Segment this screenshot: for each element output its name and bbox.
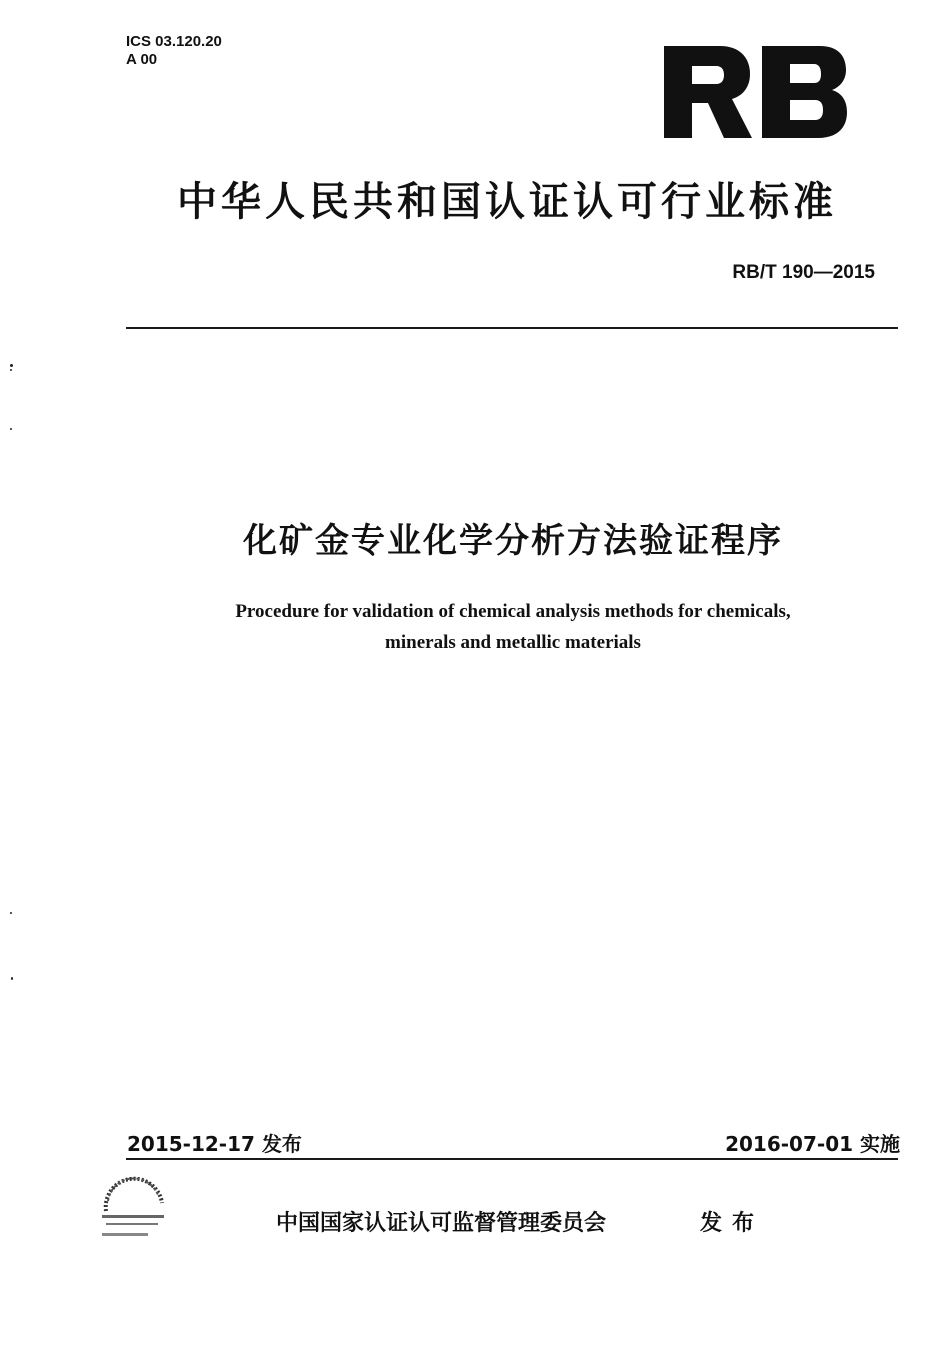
scan-speck (10, 364, 13, 367)
scan-speck (10, 912, 12, 914)
publish-date: 2015-12-17 发布 (127, 1132, 302, 1156)
standard-number: RB/T 190—2015 (732, 262, 875, 283)
issuer-name: 中国国家认证认可监督管理委员会 (276, 1211, 607, 1236)
authority-title: 中华人民共和国认证认可行业标准 (177, 179, 837, 225)
scan-speck (10, 428, 12, 430)
rb-logo (662, 44, 847, 140)
implement-date: 2016-07-01 实施 (725, 1132, 900, 1156)
document-title-english (0, 596, 950, 658)
document-title-english-line1: Procedure for validation of chemical analysis methods for chemicals, (235, 601, 791, 622)
classification-codes (126, 33, 222, 69)
scan-speck (10, 369, 12, 371)
ccs-code: A 00 (126, 51, 158, 68)
document-title-chinese: 化矿金专业化学分析方法验证程序 (243, 521, 783, 561)
issue-label: 发布 (700, 1211, 765, 1236)
rb-logo-letter-b (762, 46, 847, 138)
ics-code: ICS 03.120.20 (126, 33, 222, 50)
footer-divider (126, 1158, 898, 1160)
rb-logo-letter-r (664, 46, 752, 138)
header-divider (126, 327, 898, 329)
scan-speck (11, 977, 13, 980)
document-title-english-line2: minerals and metallic materials (385, 632, 641, 653)
seal-stamp-icon (96, 1173, 172, 1249)
